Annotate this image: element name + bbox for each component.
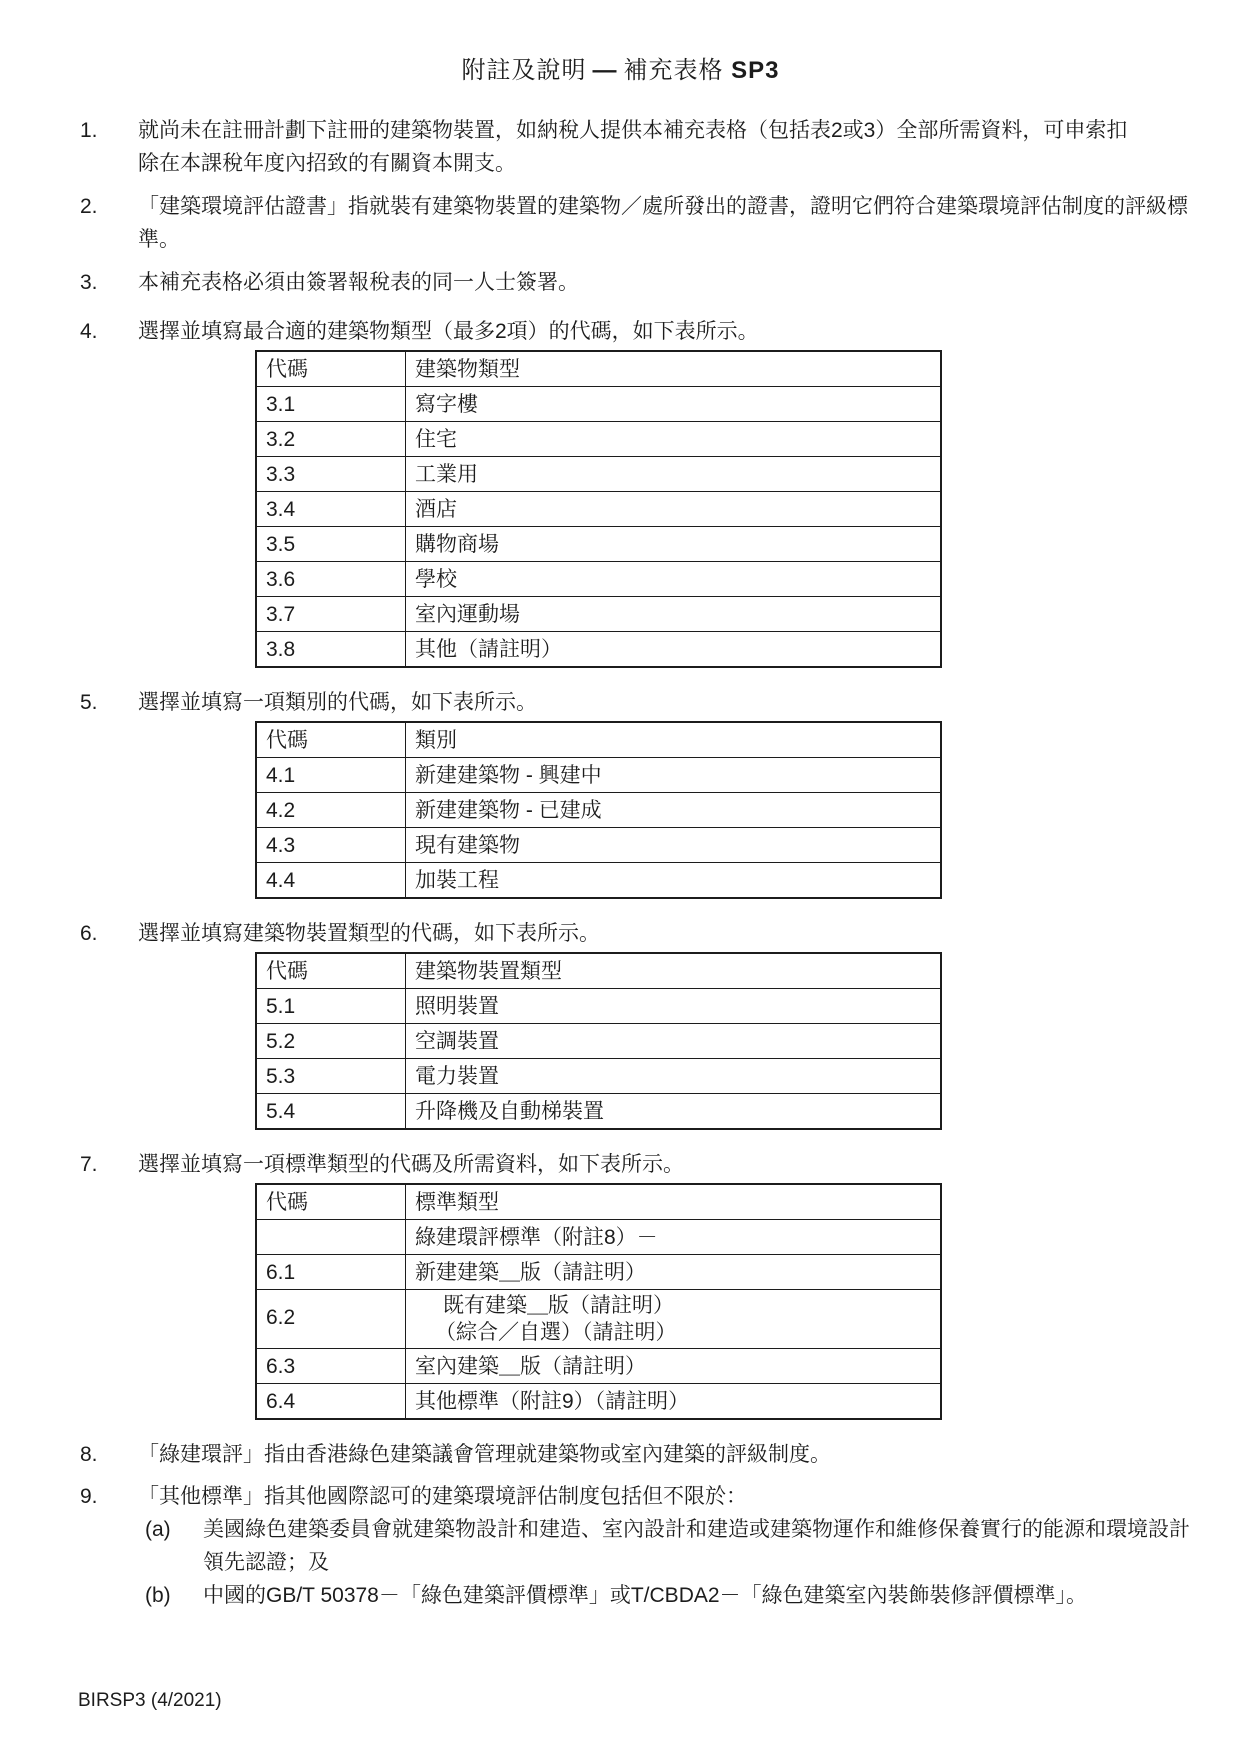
code-cell: 6.3 (256, 1349, 406, 1384)
label-cell: 新建建築物 - 興建中 (406, 758, 942, 793)
note-7 (80, 1148, 1241, 1181)
table-header-row (256, 722, 941, 758)
note-text-line: 除在本課稅年度內招致的有關資本開支。 (138, 152, 516, 175)
table-row (256, 562, 941, 597)
note-text (138, 315, 759, 348)
note-number: 5. (80, 691, 98, 714)
code-cell: 6.2 (256, 1290, 406, 1349)
label-cell (406, 1290, 942, 1349)
note-number: 7. (80, 1153, 98, 1176)
table-header-row (256, 1184, 941, 1220)
note-6 (80, 917, 1241, 950)
note-text-line: 「建築環境評估證書」指就裝有建築物裝置的建築物／處所發出的證書，證明它們符合建築環境評估制度的評級標 (138, 195, 1188, 218)
table-row (256, 457, 941, 492)
label-cell: 工業用 (406, 457, 942, 492)
standard-type-table (255, 1183, 942, 1420)
table-row (256, 597, 941, 632)
code-cell: 4.3 (256, 828, 406, 863)
title-form-code: SP3 (731, 57, 780, 84)
code-cell: 5.2 (256, 1024, 406, 1059)
form-code-footer: BIRSP3 (4/2021) (78, 1690, 222, 1711)
note-number: 3. (80, 271, 98, 294)
label-cell: 升降機及自動梯裝置 (406, 1094, 942, 1130)
table-row (256, 1094, 941, 1130)
column-header-label: 建築物類型 (406, 351, 942, 387)
table-row (256, 1059, 941, 1094)
note-2 (80, 190, 1241, 256)
table-row (256, 632, 941, 668)
label-cell: 購物商場 (406, 527, 942, 562)
label-line: 既有建築＿版（請註明） (443, 1294, 674, 1317)
code-cell: 4.4 (256, 863, 406, 899)
note-9 (80, 1480, 1241, 1612)
label-cell: 新建建築＿版（請註明） (406, 1255, 942, 1290)
table-row (256, 828, 941, 863)
note-text (138, 266, 579, 299)
code-cell: 6.4 (256, 1384, 406, 1420)
page-title (0, 0, 1241, 86)
note-4 (80, 315, 1241, 348)
note-number: 4. (80, 320, 98, 343)
label-cell: 空調裝置 (406, 1024, 942, 1059)
column-header-label: 建築物裝置類型 (406, 953, 942, 989)
code-cell: 3.2 (256, 422, 406, 457)
title-sub: 補充表格 (623, 57, 724, 84)
building-type-table (255, 350, 942, 668)
note-text (138, 1438, 831, 1471)
code-cell: 5.1 (256, 989, 406, 1024)
note-text-line: 中國的GB/T 50378－「綠色建築評價標準」或T/CBDA2－「綠色建築室內裝飾裝修評價標準」。 (203, 1584, 1088, 1607)
table-row (256, 1384, 941, 1420)
code-cell: 3.7 (256, 597, 406, 632)
code-cell: 3.5 (256, 527, 406, 562)
installation-type-table (255, 952, 942, 1130)
column-header-label: 標準類型 (406, 1184, 942, 1220)
note-number: 9. (80, 1485, 98, 1508)
table-row (256, 422, 941, 457)
note-number: 8. (80, 1443, 98, 1466)
note-text-line: 本補充表格必須由簽署報稅表的同一人士簽署。 (138, 271, 579, 294)
table-row (256, 1024, 941, 1059)
table-row (256, 863, 941, 899)
label-cell: 現有建築物 (406, 828, 942, 863)
column-header-label: 類別 (406, 722, 942, 758)
table-row (256, 492, 941, 527)
title-dash: — (592, 57, 618, 84)
table-row (256, 1290, 941, 1349)
table-row (256, 387, 941, 422)
label-cell: 其他（請註明） (406, 632, 942, 668)
table-row (256, 1220, 941, 1255)
note-text (138, 917, 600, 950)
table-row (256, 793, 941, 828)
note-text (138, 190, 1188, 256)
note-text (138, 114, 1127, 180)
code-cell: 6.1 (256, 1255, 406, 1290)
title-main: 附註及說明 (461, 57, 587, 84)
label-cell: 室內建築＿版（請註明） (406, 1349, 942, 1384)
code-cell: 3.6 (256, 562, 406, 597)
note-subitem-b (145, 1579, 1190, 1612)
column-header-code: 代碼 (256, 351, 406, 387)
table-header-row (256, 953, 941, 989)
label-cell: 寫字樓 (406, 387, 942, 422)
label-cell: 酒店 (406, 492, 942, 527)
table-row (256, 989, 941, 1024)
label-cell: 新建建築物 - 已建成 (406, 793, 942, 828)
code-cell: 3.8 (256, 632, 406, 668)
note-text-line: 選擇並填寫一項類別的代碼，如下表所示。 (138, 691, 537, 714)
label-cell: 其他標準（附註9）（請註明） (406, 1384, 942, 1420)
subitem-label: (b) (145, 1584, 171, 1607)
code-cell: 4.1 (256, 758, 406, 793)
note-text (138, 686, 537, 719)
note-text-line: 就尚未在註冊計劃下註冊的建築物裝置，如納稅人提供本補充表格（包括表2或3）全部所需資料，可申索扣 (138, 119, 1128, 142)
column-header-code: 代碼 (256, 1184, 406, 1220)
subitem-text (203, 1513, 1190, 1579)
column-header-code: 代碼 (256, 722, 406, 758)
note-8 (80, 1438, 1241, 1471)
note-number: 6. (80, 922, 98, 945)
label-cell: 綠建環評標準（附註8）－ (406, 1220, 942, 1255)
code-cell: 3.1 (256, 387, 406, 422)
subitem-label: (a) (145, 1518, 171, 1541)
table-row (256, 527, 941, 562)
code-cell: 3.3 (256, 457, 406, 492)
note-text-line: 美國綠色建築委員會就建築物設計和建造、室內設計和建造或建築物運作和維修保養實行的能源和環境設計 (203, 1518, 1190, 1541)
label-cell: 室內運動場 (406, 597, 942, 632)
note-number: 2. (80, 195, 98, 218)
code-cell (256, 1220, 406, 1255)
note-3 (80, 266, 1241, 299)
table-row (256, 758, 941, 793)
label-cell: 住宅 (406, 422, 942, 457)
label-cell: 照明裝置 (406, 989, 942, 1024)
note-1 (80, 114, 1241, 180)
table-row (256, 1349, 941, 1384)
label-line: （綜合／自選）（請註明） (435, 1321, 677, 1344)
label-cell: 學校 (406, 562, 942, 597)
code-cell: 3.4 (256, 492, 406, 527)
code-cell: 5.4 (256, 1094, 406, 1130)
table-header-row (256, 351, 941, 387)
note-text (138, 1148, 684, 1181)
note-text-line: 選擇並填寫建築物裝置類型的代碼，如下表所示。 (138, 922, 600, 945)
note-text-line: 領先認證；及 (203, 1551, 329, 1574)
code-cell: 4.2 (256, 793, 406, 828)
label-cell: 加裝工程 (406, 863, 942, 899)
note-text-line: 選擇並填寫一項標準類型的代碼及所需資料，如下表所示。 (138, 1153, 684, 1176)
note-text (138, 1480, 1190, 1612)
note-text-line: 「綠建環評」指由香港綠色建築議會管理就建築物或室內建築的評級制度。 (138, 1443, 831, 1466)
note-subitem-a (145, 1513, 1190, 1579)
note-number: 1. (80, 119, 98, 142)
note-text-line: 選擇並填寫最合適的建築物類型（最多2項）的代碼，如下表所示。 (138, 320, 759, 343)
note-text-line: 「其他標準」指其他國際認可的建築環境評估制度包括但不限於： (138, 1485, 747, 1508)
code-cell: 5.3 (256, 1059, 406, 1094)
note-text-line: 準。 (138, 228, 180, 251)
label-cell: 電力裝置 (406, 1059, 942, 1094)
column-header-code: 代碼 (256, 953, 406, 989)
subitem-text (203, 1579, 1087, 1612)
category-table (255, 721, 942, 899)
table-row (256, 1255, 941, 1290)
note-5 (80, 686, 1241, 719)
